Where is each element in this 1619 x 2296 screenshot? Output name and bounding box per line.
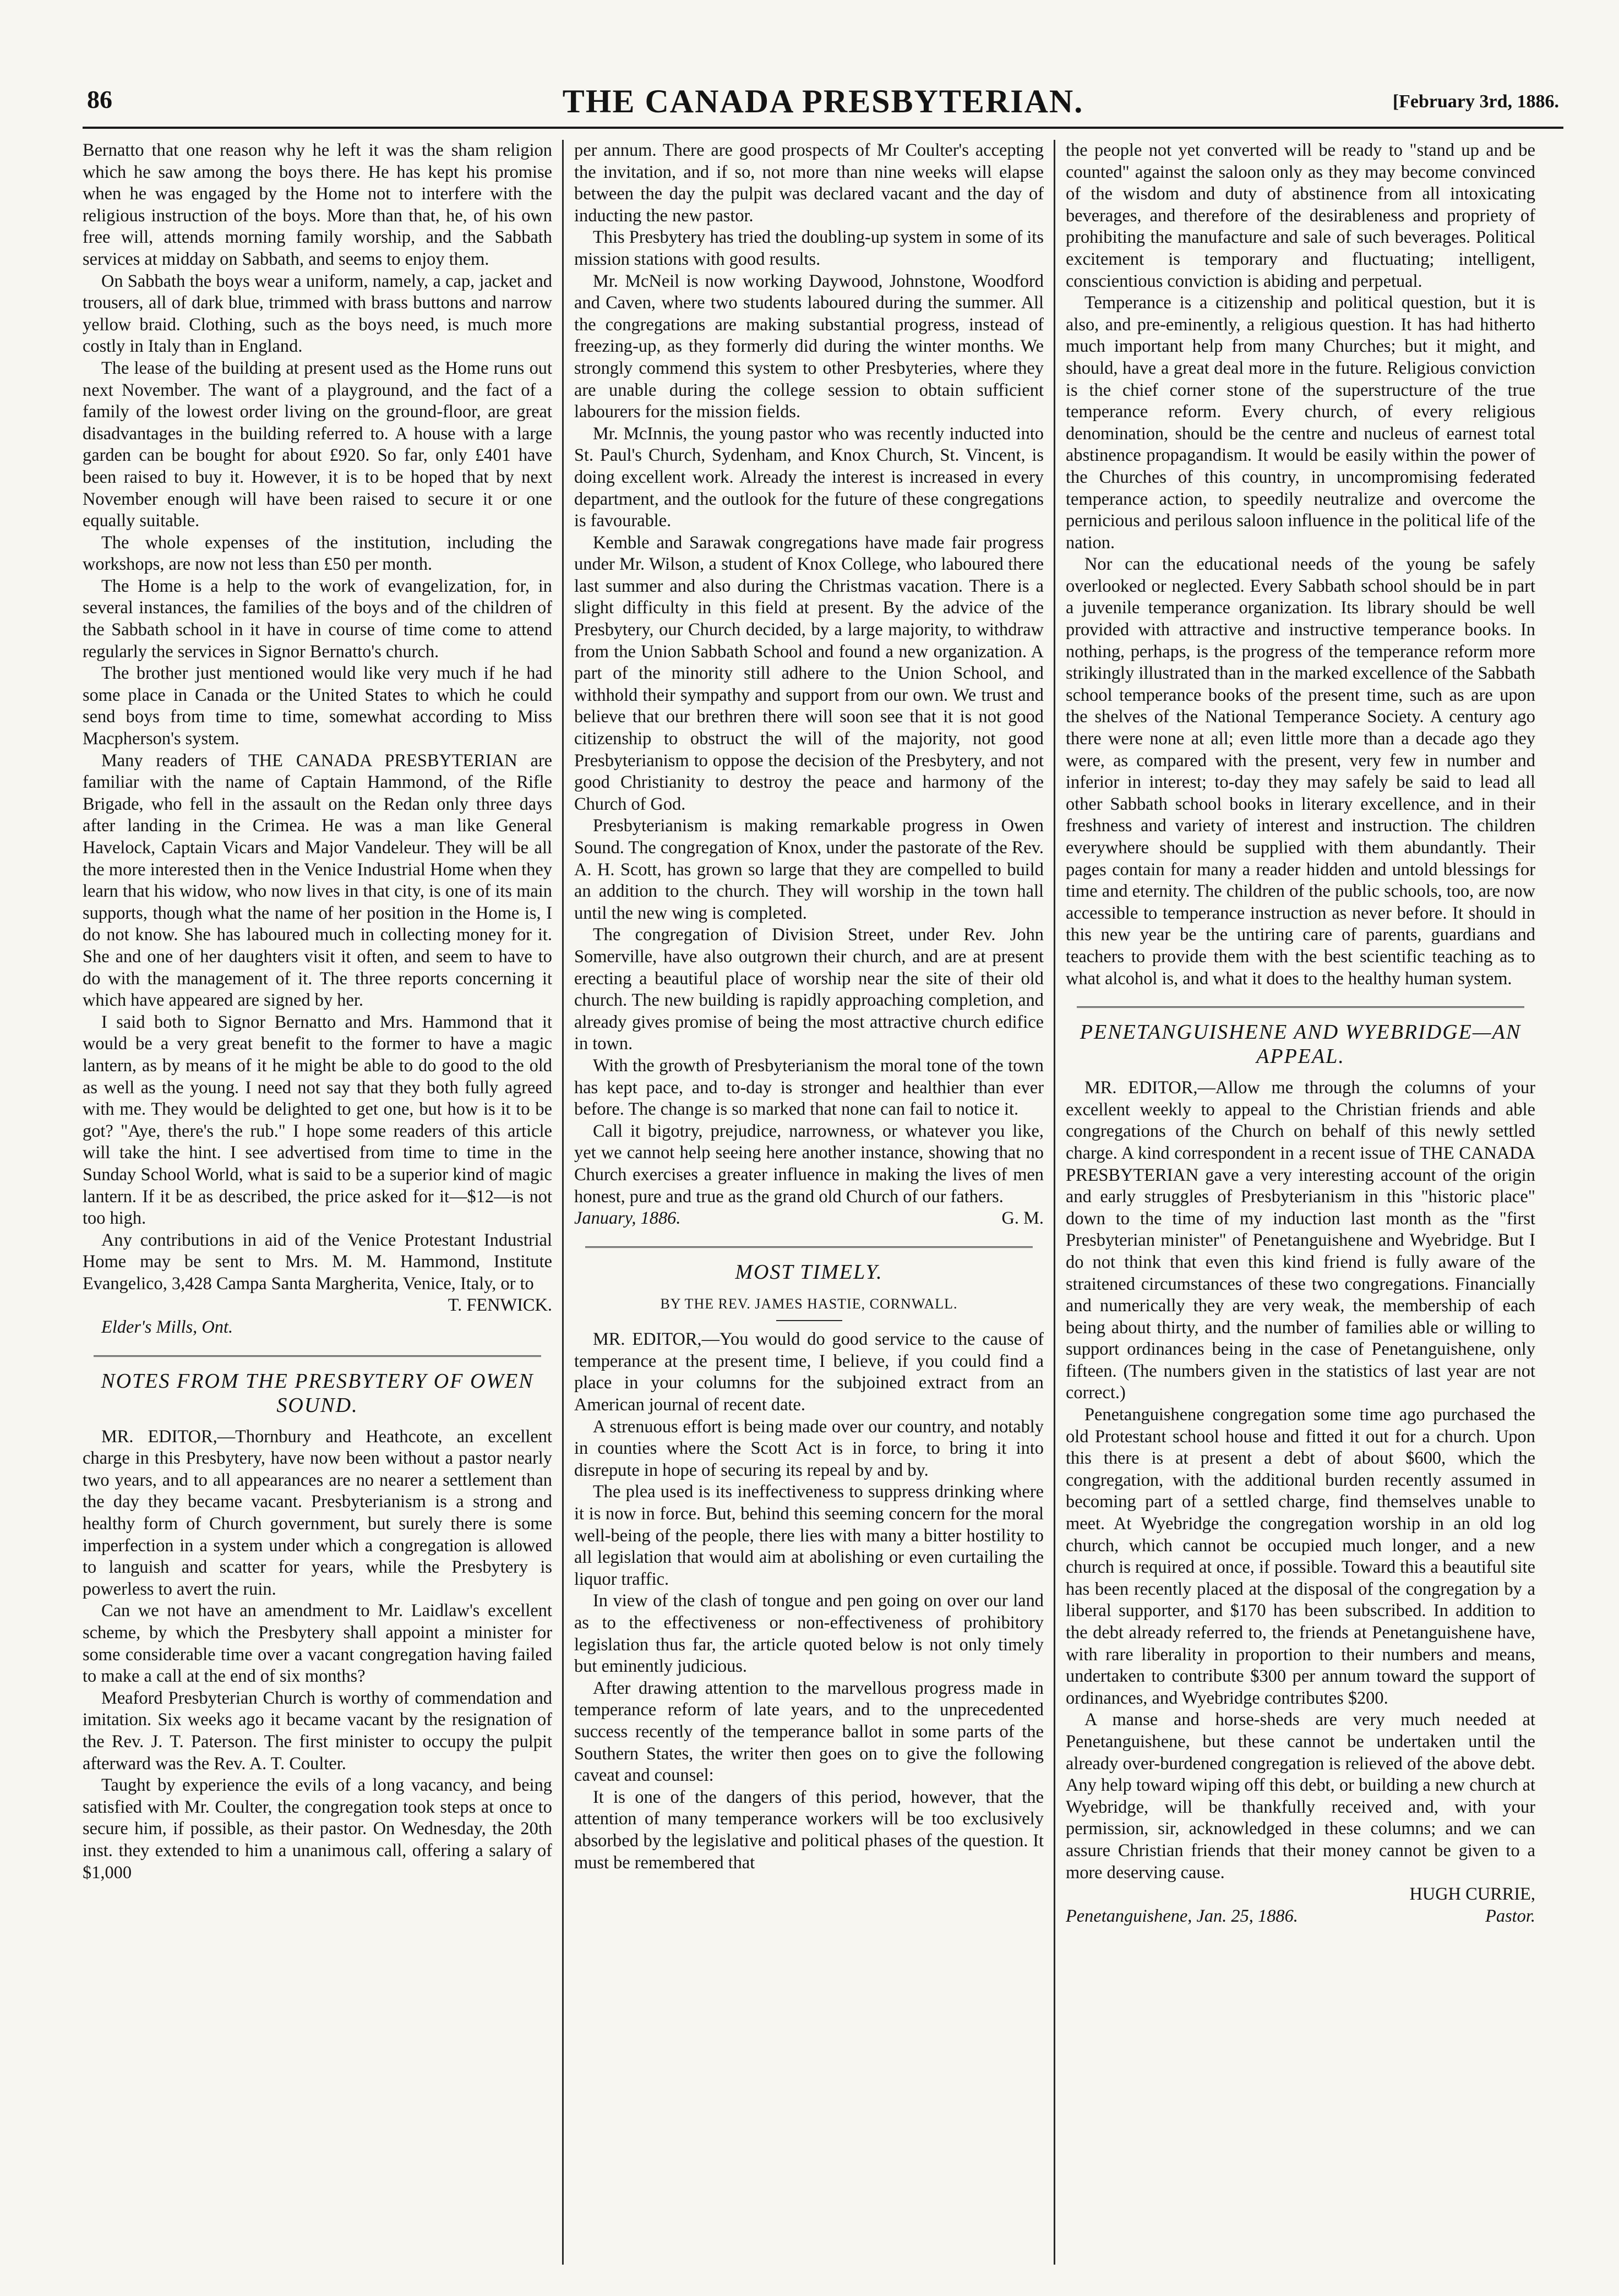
article-paragraph: The whole expenses of the institution, including the workshops, are now not less than £50 per month. (83, 532, 552, 575)
article-paragraph: The brother just mentioned would like very much if he had some place in Canada or the United States to which he could send boys from time to time, somewhat according to Miss Macpherson's system. (83, 663, 552, 749)
article-signature (1066, 1906, 1535, 1928)
article-paragraph: With the growth of Presbyterianism the moral tone of the town has kept pace, and to-day is stronger and healthier than ever before. The change is so marked that none can fail to notice it. (574, 1055, 1044, 1120)
article-paragraph: Mr. McNeil is now working Daywood, Johnstone, Woodford and Caven, where two students laboured during the summer. All the congregations are making substantial progress, instead of freezing-up, as they formerly did during the winter months. We strongly commend this system to other Presbyteries, where they are unable during the college session to obtain sufficient labourers for the mission fields. (574, 271, 1044, 422)
article-paragraph: Many readers of THE CANADA PRESBYTERIAN are familiar with the name of Captain Hammond, of the Rifle Brigade, who fell in the assault on the Redan only three days after landing in the Crimea. He was a man like General Havelock, Captain Vicars and Major Vandeleur. They will be all the more interested then in the Venice Industrial Home when they learn that his widow, who now lives in that city, is one of its main supports, though what the name of her position in the Home is, I do not know. She has laboured much in collecting money for it. She and one of her daughters visit it often, and seem to have to do with the management of it. The three reports concerning it which have appeared are signed by her. (83, 750, 552, 1011)
article-byline: BY THE REV. JAMES HASTIE, CORNWALL. (660, 1295, 958, 1312)
article-paragraph: Meaford Presbyterian Church is worthy of commendation and imitation. Six weeks ago it became vacant by the resignation of the Rev. J. T. Paterson. The first minister to occupy the pulpit afterward was the Rev. A. T. Coulter. (83, 1688, 552, 1774)
section-heading: MOST TIMELY. (585, 1246, 1033, 1284)
article-paragraph: A manse and horse-sheds are very much needed at Penetanguishene, but these cannot be undertaken until the already over-burdened congregation is relieved of the above debt. Any help toward wiping off this debt, or building a new church at Wyebridge, will be thankfully received and, with your permission, sir, acknowledged in these columns; and we can assure Christian friends that their money cannot be given to a more deserving cause. (1066, 1710, 1535, 1883)
column-2 (574, 140, 1044, 2265)
article-paragraph: the people not yet converted will be ready to "stand up and be counted" against the saloon only as they may become convinced of the wisdom and duty of abstinence from all intoxicating beverages, and therefore of the desirableness and propriety of prohibiting the manufacture and sale of such beverages. Political excitement is temporary and fluctuating; intelligent, conscientious conviction is abiding and perpetual. (1066, 140, 1535, 291)
masthead-title: THE CANADA PRESBYTERIAN. (562, 83, 1084, 119)
article-paragraph: It is one of the dangers of this period, however, that the attention of many temperance workers will be too exclusively absorbed by the legislative and political phases of the question. It must be remembered that (574, 1787, 1044, 1873)
article-paragraph: The plea used is its ineffectiveness to suppress drinking where it is now in force. But, behind this seeming concern for the moral well-being of the people, there lies with many a bitter hostility to all legislation that would aim at abolishing or even curtailing the liquor traffic. (574, 1482, 1044, 1589)
article-paragraph: Temperance is a citizenship and political question, but it is also, and pre-eminently, a religious question. It has had hitherto much important help from many Churches; but it might, and should, have a great deal more in the future. Religious conviction is the chief corner stone of the superstructure of the true temperance reform. Every church, of every religious denomination, should be the centre and nucleus of earnest total abstinence propagandism. It would be easily within the power of the Churches of this country, in uncompromising federated temperance action, to speedily neutralize and overcome the pernicious and perilous saloon influence in the political life of the nation. (1066, 293, 1535, 553)
article-paragraph: Penetanguishene congregation some time ago purchased the old Protestant school house and fitted it out for a church. Upon this there is at present a debt of about $600, which the congregation, with the additional burden recently assumed in becoming part of a settled charge, find themselves unable to meet. At Wyebridge the congregation worship in an old log church, which cannot be occupied much longer, and a new church is required at once, if possible. Toward this a beautiful site has been recently placed at the disposal of the congregation by a liberal supporter, and $170 has been subscribed. In addition to the debt already referred to, the friends at Penetanguishene have, with rare liberality in proportion to their numbers and means, undertaken to contribute $300 per annum toward the support of ordinances, and Wyebridge contributes $200. (1066, 1405, 1535, 1708)
page-header (83, 83, 1563, 129)
article-paragraph: MR. EDITOR,—You would do good service to the cause of temperance at the present time, I believe, if you could find a place in your columns for the subjoined extract from an American journal of recent date. (574, 1329, 1044, 1415)
signature-place: Penetanguishene, Jan. 25, 1886. (1066, 1906, 1298, 1926)
article-paragraph: This Presbytery has tried the doubling-up system in some of its mission stations with good results. (574, 227, 1044, 269)
article-paragraph: After drawing attention to the marvellous progress made in temperance reform of late years, and to the unprecedented success recently of the temperance ballot in some parts of the Southern States, the writer then goes on to give the following caveat and counsel: (574, 1678, 1044, 1786)
issue-date: [February 3rd, 1886. (1392, 91, 1559, 112)
column-1 (83, 140, 552, 2265)
article-paragraph: Taught by experience the evils of a long vacancy, and being satisfied with Mr. Coulter, the congregation took steps at once to secure him, if possible, as their pastor. On Wednesday, the 20th inst. they extended to him a unanimous call, offering a salary of $1,000 (83, 1775, 552, 1883)
article-paragraph: MR. EDITOR,—Thornbury and Heathcote, an excellent charge in this Presbytery, have now been without a pastor nearly two years, and to all appearances are no nearer a settlement than the day they became vacant. Presbyterianism is a strong and healthy form of Church government, but surely there is some imperfection in a system under which a congregation is allowed to languish and scatter for years, while the Presbytery is powerless to avert the ruin. (83, 1426, 552, 1599)
article-paragraph: Mr. McInnis, the young pastor who was recently inducted into St. Paul's Church, Sydenham, and Knox Church, St. Vincent, is doing excellent work. Already the interest is increased in every department, and the outlook for the future of these congregations is favourable. (574, 423, 1044, 531)
article-paragraph: The lease of the building at present used as the Home runs out next November. The want of a playground, and the fact of a family of the lowest order living on the ground-floor, are great disadvantages in the building referred to. A house with a large garden can be bought for about £920. So far, only £401 have been raised to buy it. However, it is to be hoped that by next November enough will have been raised to secure it or one equally suitable. (83, 358, 552, 531)
signature-title: Pastor. (1485, 1906, 1535, 1926)
signature-name: HUGH CURRIE, (1409, 1884, 1535, 1905)
article-paragraph: Call it bigotry, prejudice, narrowness, or whatever you like, yet we cannot help seeing here another instance, showing that no Church exercises a greater influence in making the lives of men honest, pure and true as the grand old Church of our fathers. (574, 1121, 1044, 1207)
divider (776, 1320, 842, 1321)
article-paragraph: The Home is a help to the work of evangelization, for, in several instances, the families of the boys and of the children of the Sabbath school in it have in course of time come to attend regularly the services in Signor Bernatto's church. (83, 576, 552, 662)
article-paragraph: In view of the clash of tongue and pen going on over our land as to the effectiveness or non-effectiveness of prohibitory legislation thus far, the article quoted below is not only timely but eminently judicious. (574, 1591, 1044, 1677)
article-signature: T. FENWICK. (448, 1295, 552, 1316)
article-signature (574, 1208, 1044, 1230)
article-paragraph: Can we not have an amendment to Mr. Laidlaw's excellent scheme, by which the Presbytery shall appoint a minister for some considerable time over a vacant congregation having failed to make a call at the end of six months? (83, 1601, 552, 1687)
column-divider (1054, 140, 1055, 2265)
article-paragraph: Presbyterianism is making remarkable progress in Owen Sound. The congregation of Knox, under the pastorate of the Rev. A. H. Scott, has grown so large that they are compelled to build an addition to the church. They will worship in the town hall until the new wing is completed. (574, 816, 1044, 923)
article-paragraph: I said both to Signor Bernatto and Mrs. Hammond that it would be a very great benefit to the former to have a magic lantern, as by means of it he might be able to do good to the old as well as the young. I need not say that they both fully agreed with me. They would be delighted to get one, but how is it to be got? "Aye, there's the rub." I hope some readers of this article will take the hint. I see advertised from time to time in the Sunday School World, what is said to be a superior kind of magic lantern. If it be as described, the price asked for it—$12—is not too high. (83, 1012, 552, 1229)
article-paragraph: per annum. There are good prospects of Mr Coulter's accepting the invitation, and if so, not more than nine weeks will elapse between the day the pulpit was declared vacant and the day of inducting the new pastor. (574, 140, 1044, 226)
article-paragraph: The congregation of Division Street, under Rev. John Somerville, have also outgrown their church, and are at present erecting a beautiful place of worship near the site of their old church. The new building is rapidly approaching completion, and already gives promise of being the most attractive church edifice in town. (574, 925, 1044, 1054)
signature-date: January, 1886. (574, 1208, 681, 1229)
signature-place: Elder's Mills, Ont. (101, 1317, 233, 1338)
article-paragraph: Nor can the educational needs of the young be safely overlooked or neglected. Every Sabbath school should be in part a juvenile temperance organization. Its library should be well provided with attractive and instructive temperance books. In nothing, perhaps, is the progress of the temperance reform more strikingly illustrated than in the marked excellence of the Sabbath school temperance books of the present time, such as are upon the shelves of the National Temperance Society. A century ago there were none at all; even little more than a decade ago they were, as compared with the present, very few in number and inferior in interest; to-day they may safely be said to lead all other Sabbath school books in literary excellence, and in their freshness and variety of interest and instruction. The children everywhere should be supplied with them abundantly. Their pages contain for many a reader hidden and untold blessings for time and eternity. The children of the public schools, too, are now accessible to temperance instruction as never before. It should in this new year be the untiring care of parents, guardians and teachers to provide them with the best scientific teaching as to what alcohol is, and what it does to the healthy human system. (1066, 554, 1535, 989)
article-paragraph: A strenuous effort is being made over our country, and notably in counties where the Scott Act is in force, to bring it into disrepute in hope of securing its repeal by and by. (574, 1416, 1044, 1480)
section-heading: PENETANGUISHENE AND WYEBRIDGE—AN APPEAL. (1077, 1006, 1524, 1068)
article-paragraph: Bernatto that one reason why he left it was the sham religion which he saw among the boys there. He has kept his promise when he was engaged by the Home not to interfere with the religious instruction of the boys. More than that, he, of his own free will, attends morning family worship, and the Sabbath services at midday on Sabbath, and seems to enjoy them. (83, 140, 552, 269)
page-number: 86 (87, 85, 112, 113)
article-paragraph: On Sabbath the boys wear a uniform, namely, a cap, jacket and trousers, all of dark blue, trimmed with brass buttons and narrow yellow braid. Clothing, such as the boys need, is much more costly in Italy than in England. (83, 271, 552, 357)
column-divider (562, 140, 564, 2265)
column-3 (1066, 140, 1535, 2265)
article-paragraph: Kemble and Sarawak congregations have made fair progress under Mr. Wilson, a student of Knox College, who laboured there last summer and also during the Christmas vacation. There is a slight difficulty in this field at present. By the advice of the Presbytery, our Church decided, by a large majority, to withdraw from the Union Sabbath School and found a new organization. A part of the minority still adhere to the Union School, and withhold their sympathy and support from our own. We trust and believe that our brethren there will soon see that it is not good citizenship to obstruct the will of the majority, not good Presbyterianism to oppose the decision of the Presbytery, and not good Christianity to destroy the peace and harmony of the Church of God. (574, 532, 1044, 814)
section-heading: NOTES FROM THE PRESBYTERY OF OWEN SOUND. (94, 1355, 541, 1417)
signature-name: G. M. (1001, 1208, 1044, 1229)
article-paragraph: MR. EDITOR,—Allow me through the columns of your excellent weekly to appeal to the Christian friends and able congregations of the Church on behalf of this newly settled charge. A kind correspondent in a recent issue of THE CANADA PRESBYTERIAN gave a very interesting account of the origin and early struggles of Presbyterianism in this "historic place" down to the time of my induction last month as the "first Presbyterian minister" of Penetanguishene and Wyebridge. But I do not think that even this kind friend is fully aware of the straitened circumstances of these two congregations. Financially and numerically they are very weak, the membership of each being about thirty, and the number of families able or willing to support ordinances being in the case of Penetanguishene, only fifteen. (The numbers given in the statistics of last year are not correct.) (1066, 1078, 1535, 1403)
article-paragraph: Any contributions in aid of the Venice Protestant Industrial Home may be sent to Mrs. M. M. Hammond, Institute Evangelico, 3,428 Campa Santa Margherita, Venice, Italy, or to (83, 1230, 552, 1294)
